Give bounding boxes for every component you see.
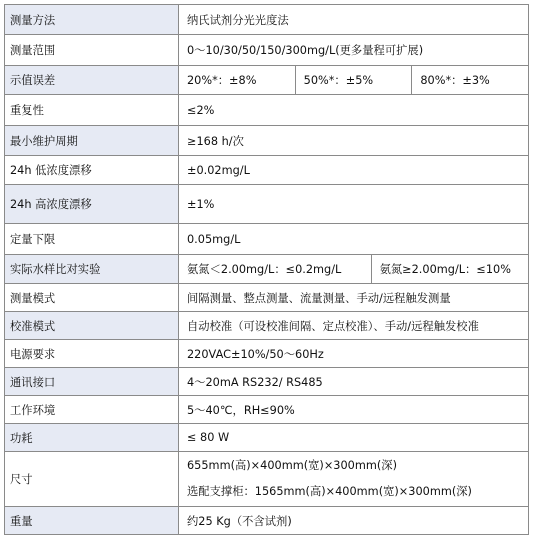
row-value: ±0.02mg/L	[179, 156, 529, 185]
table-row	[5, 224, 529, 255]
row-value: 4～20mA RS232/ RS485	[179, 368, 529, 396]
row-value: 约25 Kg（不含试剂)	[179, 507, 529, 535]
table-row	[5, 35, 529, 66]
row-label: 工作环境	[5, 396, 179, 424]
row-value-split	[179, 66, 529, 95]
table-row	[5, 284, 529, 312]
row-value-cell: 50%*：±5%	[295, 66, 412, 94]
row-value: ≤2%	[179, 95, 529, 126]
row-label: 通讯接口	[5, 368, 179, 396]
row-value: ±1%	[179, 185, 529, 224]
table-row	[5, 66, 529, 95]
row-value: 5～40℃，RH≤90%	[179, 396, 529, 424]
row-value-cell: 20%*：±8%	[187, 74, 257, 87]
row-value: 0～10/30/50/150/300mg/L(更多量程可扩展)	[179, 35, 529, 66]
row-label: 实际水样比对实验	[5, 255, 179, 284]
row-value-cell: 80%*：±3%	[411, 66, 528, 94]
row-value: 220VAC±10%/50～60Hz	[179, 340, 529, 368]
row-value: 间隔测量、整点测量、流量测量、手动/远程触发测量	[179, 284, 529, 312]
row-value: ≤ 80 W	[179, 424, 529, 452]
row-value-line: 655mm(高)×400mm(宽)×300mm(深)	[187, 459, 397, 472]
row-value-split	[179, 255, 529, 284]
row-label: 定量下限	[5, 224, 179, 255]
row-label: 示值误差	[5, 66, 179, 95]
table-row	[5, 5, 529, 35]
row-label: 电源要求	[5, 340, 179, 368]
table-row	[5, 126, 529, 156]
spec-table	[4, 4, 529, 535]
row-value	[179, 452, 529, 507]
row-label: 测量方法	[5, 5, 179, 35]
row-label: 尺寸	[5, 452, 179, 507]
row-value-line: 选配支撑柜：1565mm(高)×400mm(宽)×300mm(深)	[187, 485, 472, 498]
row-label: 24h 低浓度漂移	[5, 156, 179, 185]
row-label: 24h 高浓度漂移	[5, 185, 179, 224]
table-row	[5, 156, 529, 185]
row-label: 测量模式	[5, 284, 179, 312]
table-row	[5, 255, 529, 284]
row-label: 最小维护周期	[5, 126, 179, 156]
table-row	[5, 340, 529, 368]
row-label: 校准模式	[5, 312, 179, 340]
table-row	[5, 507, 529, 535]
row-value: 0.05mg/L	[179, 224, 529, 255]
table-row	[5, 185, 529, 224]
row-label: 重量	[5, 507, 179, 535]
table-row	[5, 452, 529, 507]
row-value-cell: 氨氮≥2.00mg/L：≤10%	[371, 255, 528, 283]
row-value: ≥168 h/次	[179, 126, 529, 156]
row-label: 重复性	[5, 95, 179, 126]
table-row	[5, 368, 529, 396]
table-row	[5, 396, 529, 424]
row-label: 功耗	[5, 424, 179, 452]
table-row	[5, 95, 529, 126]
row-value-cell: 氨氮＜2.00mg/L：≤0.2mg/L	[187, 263, 342, 276]
row-label: 测量范围	[5, 35, 179, 66]
table-row	[5, 312, 529, 340]
row-value: 自动校准（可设校准间隔、定点校准）、手动/远程触发校准	[179, 312, 529, 340]
table-row	[5, 424, 529, 452]
row-value: 纳氏试剂分光光度法	[179, 5, 529, 35]
